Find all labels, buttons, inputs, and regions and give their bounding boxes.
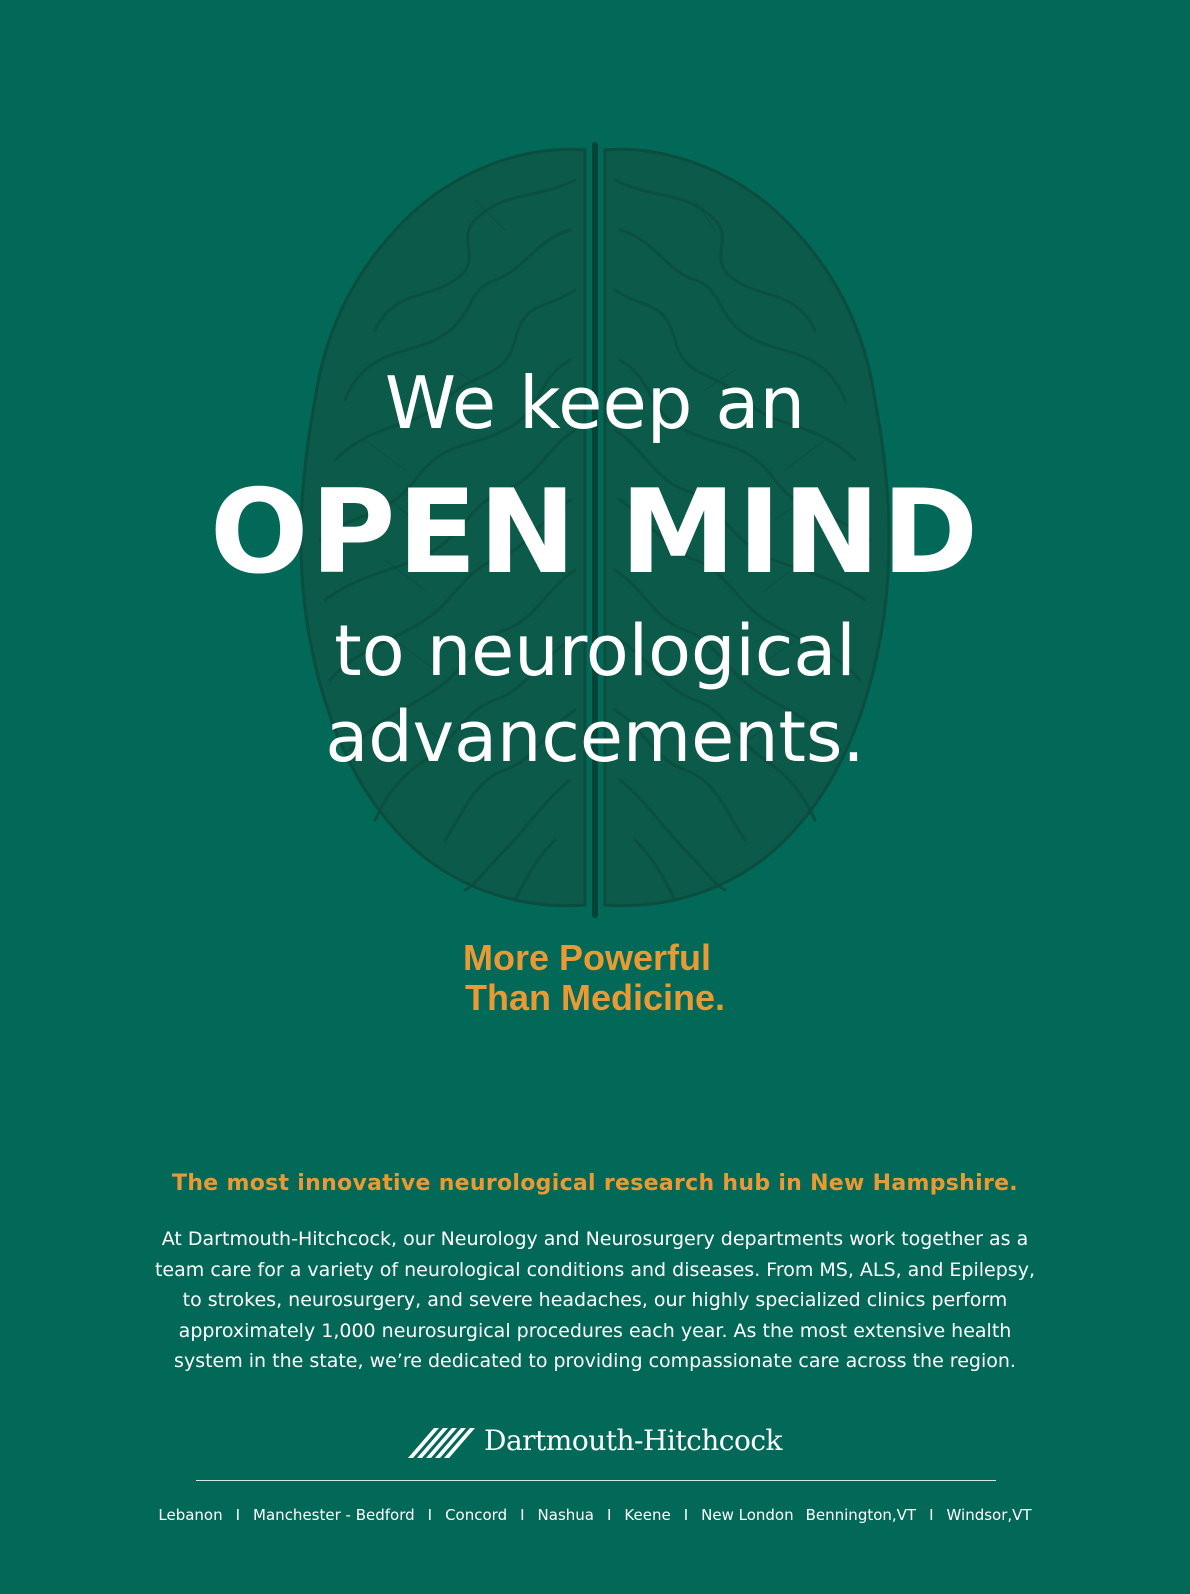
tagline-line-1: More Powerful (462, 937, 712, 978)
headline-open-mind: OPEN MIND (209, 465, 981, 600)
location-separator: I (929, 1506, 934, 1524)
headline-line-1: We keep an (384, 361, 806, 445)
location-windsor: Windsor,VT (946, 1506, 1032, 1524)
location-concord: Concord (445, 1506, 508, 1524)
dartmouth-hitchcock-logo (0, 1418, 1190, 1462)
location-bennington: Bennington,VT (805, 1506, 917, 1524)
location-keene: Keene (624, 1506, 671, 1524)
divider-line (196, 1480, 996, 1481)
location-separator: I (427, 1506, 433, 1524)
tagline-line-2: Than Medicine. (464, 977, 726, 1018)
location-separator: I (683, 1506, 689, 1524)
location-separator: I (235, 1506, 241, 1524)
location-separator: I (520, 1506, 525, 1524)
body-copy (140, 1224, 1050, 1377)
location-manchester-bedford: Manchester - Bedford (253, 1506, 415, 1524)
locations-list (0, 1506, 1190, 1524)
body-line: to strokes, neurosurgery, and severe headaches, our highly specialized clinics perform (182, 1289, 1008, 1311)
diagonal-stripes-logo-icon (408, 1420, 478, 1460)
body-line: At Dartmouth-Hitchcock, our Neurology and Neurosurgery departments work together as a (161, 1228, 1029, 1250)
headline-line-3: to neurological (334, 610, 856, 692)
logo-wordmark: Dartmouth-Hitchcock (484, 1423, 782, 1457)
location-lebanon: Lebanon (158, 1506, 223, 1524)
body-line: system in the state, we’re dedicated to providing compassionate care across the region. (174, 1350, 1016, 1372)
location-nashua: Nashua (537, 1506, 594, 1524)
headline-line-4: advancements. (325, 696, 865, 778)
subheading: The most innovative neurological research hub in New Hampshire. (172, 1171, 1018, 1196)
location-separator: I (606, 1506, 612, 1524)
location-new-london: New London (701, 1506, 794, 1524)
body-line: team care for a variety of neurological conditions and diseases. From MS, ALS, and Epilepsy, (154, 1258, 1035, 1281)
body-line: approximately 1,000 neurosurgical procedures each year. As the most extensive health (178, 1319, 1012, 1342)
